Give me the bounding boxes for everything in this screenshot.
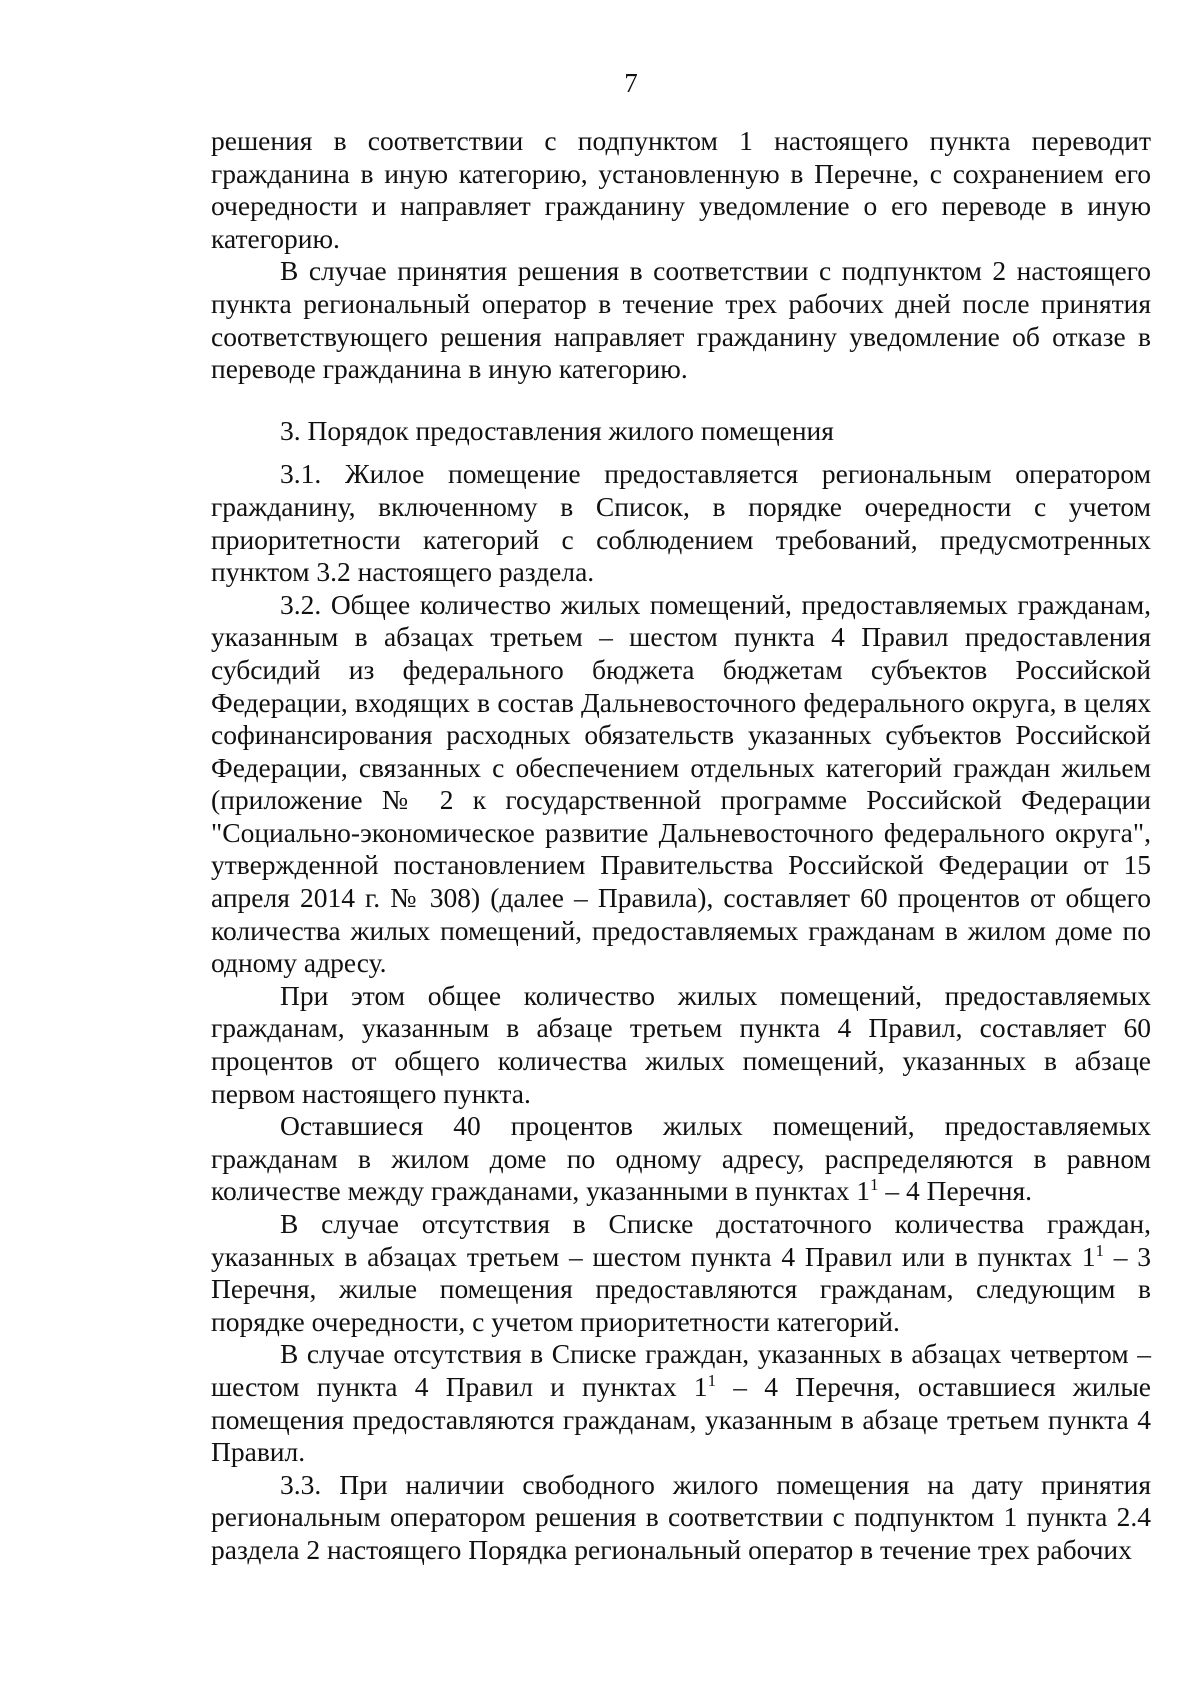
paragraph [211,1208,1151,1338]
paragraph: 3.3. При наличии свободного жилого помещения на дату принятия региональным оператором решения в соответствии с подпунктом 1 пункта 2.4 раздела 2 настоящего Порядка региональный оператор в течение трех рабочих [211,1468,1151,1565]
paragraph-text: В случае отсутствия в Списке достаточного количества граждан, указанных в абзацах третьем – шестом пункта 4 Правил или в пунктах 1 [211,1208,1151,1272]
paragraph-text: – 4 Перечня. [878,1175,1032,1207]
paragraph-text: – 3 Перечня, жилые помещения предоставляются гражданам, следующим в порядке очередности, с учетом приоритетности категорий. [211,1240,1152,1337]
page-number: 7 [624,68,638,98]
paragraph-text: Оставшиеся 40 процентов жилых помещений, предоставляемых гражданам в жилом доме по одному адресу, распределяются в равном количестве между гражданами, указанными в пунктах 1 [211,1110,1151,1207]
paragraph [211,1110,1151,1208]
paragraph: В случае принятия решения в соответствии с подпунктом 2 настоящего пункта региональный оператор в течение трех рабочих дней после принятия соответствующего решения направляет гражданину уведомление об отказе в переводе гражданина в иную категорию. [211,255,1151,385]
superscript: 1 [869,1175,879,1195]
paragraph-text: – 4 Перечня, оставшиеся жилые помещения предоставляются гражданам, указанным в абзаце третьем пункта 4 Правил. [211,1370,1152,1468]
superscript: 1 [1095,1240,1104,1260]
section-heading: 3. Порядок предоставления жилого помещения [280,414,834,446]
paragraph: 3.2. Общее количество жилых помещений, предоставляемых гражданам, указанным в абзацах третьем – шестом пункта 4 Правил предоставления субсидий из федерального бюджета бюджетам субъектов Российской Федерации, входящих в состав Дальневосточного федерального округа, в целях софинансирования расходных обязательств указанных субъектов Российской Федерации, связанных с обеспечением отдельных категорий граждан жильем (приложение № 2 к государственной программе Российской Федерации "Социально-экономическое развитие Дальневосточного федерального округа", утвержденной постановлением Правительства Российской Федерации от 15 апреля 2014 г. № 308) (далее – Правила), составляет 60 процентов от общего количества жилых помещений, предоставляемых гражданам в жилом доме по одному адресу. [211,588,1151,979]
paragraph: 3.1. Жилое помещение предоставляется региональным оператором гражданину, включенному в Список, в порядке очередности с учетом приоритетности категорий с соблюдением требований, предусмотренных пунктом 3.2 настоящего раздела. [211,458,1151,588]
paragraph [211,1338,1151,1468]
document-body [211,125,1151,1567]
superscript: 1 [707,1370,717,1390]
paragraph-text: В случае отсутствия в Списке граждан, указанных в абзацах четвертом – шестом пункта 4 Правил и пунктах 1 [211,1338,1151,1402]
paragraph: решения в соответствии с подпунктом 1 настоящего пункта переводит гражданина в иную категорию, установленную в Перечне, с сохранением его очередности и направляет гражданину уведомление о его переводе в иную категорию. [211,125,1151,254]
paragraph: При этом общее количество жилых помещений, предоставляемых гражданам, указанным в абзаце третьем пункта 4 Правил, составляет 60 процентов от общего количества жилых помещений, указанных в абзаце первом настоящего пункта. [211,979,1151,1109]
